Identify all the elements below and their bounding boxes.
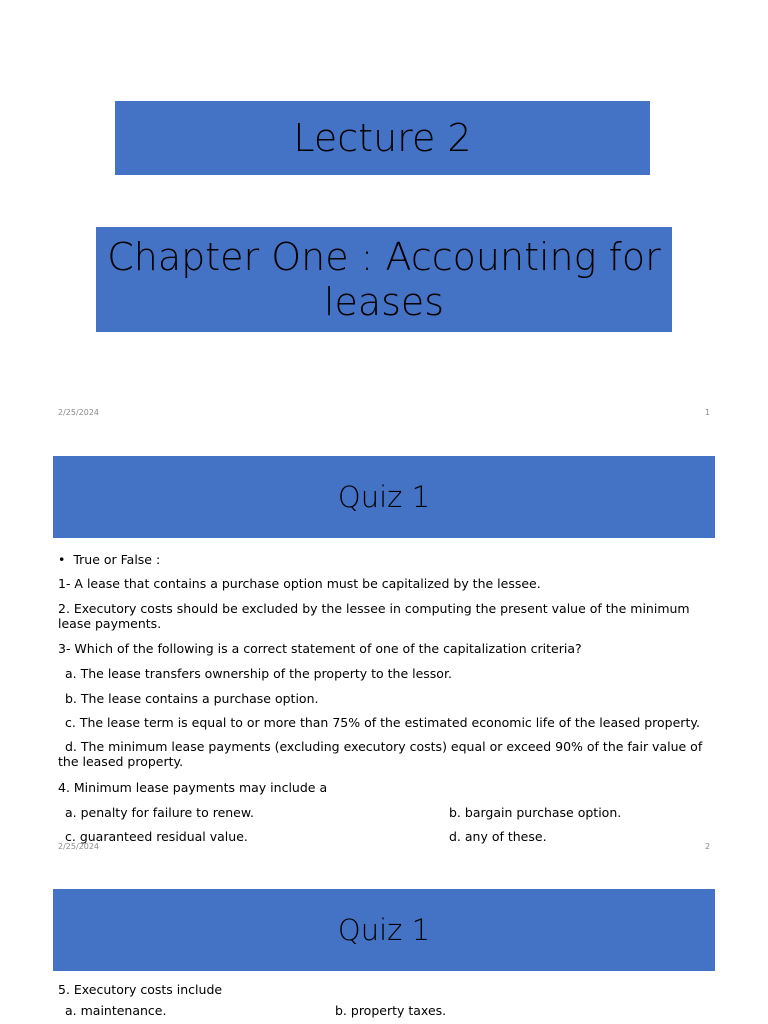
question-3-option-a: a. The lease transfers ownership of the property to the lessor. xyxy=(65,666,452,681)
question-5-option-a: a. maintenance. xyxy=(65,1003,167,1018)
question-3-option-b: b. The lease contains a purchase option. xyxy=(65,691,319,706)
question-4-option-b: b. bargain purchase option. xyxy=(449,805,622,820)
question-3-option-c: c. The lease term is equal to or more than 75% of the estimated economic life of the leased property. xyxy=(65,715,700,730)
quiz-title xyxy=(53,889,715,971)
question-3-option-d: d. The minimum lease payments (excluding executory costs) equal or exceed 90% of the fair value of the leased property. xyxy=(58,739,703,769)
question-4-option-c: c. guaranteed residual value. xyxy=(65,829,248,844)
bullet-dot: • xyxy=(58,552,74,567)
question-4: 4. Minimum lease payments may include a xyxy=(58,780,328,795)
question-5: 5. Executory costs include xyxy=(58,982,223,997)
question-4-option-a: a. penalty for failure to renew. xyxy=(65,805,254,820)
question-2: 2. Executory costs should be excluded by the lessee in computing the present value of the minimum lease payments. xyxy=(58,601,690,631)
bullet-text: True or False : xyxy=(73,552,161,567)
question-3: 3- Which of the following is a correct statement of one of the capitalization criteria? xyxy=(58,641,582,656)
slide-number: 2 xyxy=(705,842,711,851)
quiz-title-text: Quiz 1 xyxy=(337,480,431,514)
question-4-option-d: d. any of these. xyxy=(449,829,547,844)
quiz-title-text: Quiz 1 xyxy=(337,913,431,947)
question-1: 1- A lease that contains a purchase option must be capitalized by the lessee. xyxy=(58,576,541,591)
lecture-title-text: Lecture 2 xyxy=(293,116,472,160)
slide-date: 2/25/2024 xyxy=(58,408,100,417)
slide-date: 2/25/2024 xyxy=(58,842,100,851)
chapter-title-text: Chapter One : Accounting for leases xyxy=(107,234,661,324)
question-5-option-b: b. property taxes. xyxy=(335,1003,447,1018)
slide-number: 1 xyxy=(705,408,711,417)
